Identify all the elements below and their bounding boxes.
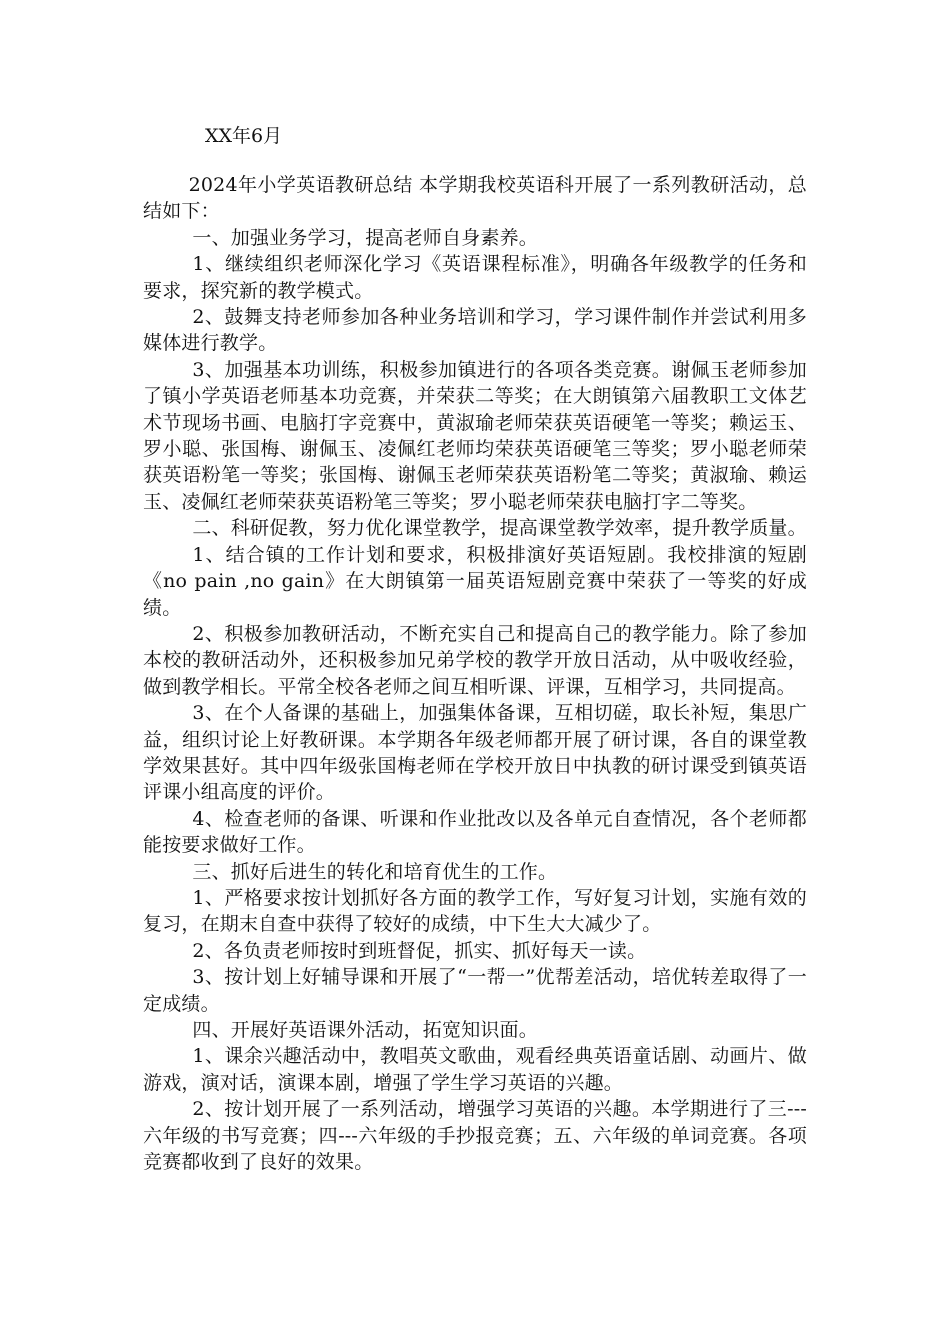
document-date: XX年6月 bbox=[205, 125, 283, 147]
section-2-item-4: 4、检查老师的备课、听课和作业批改以及各单元自查情况，各个老师都能按要求做好工作。 bbox=[143, 807, 807, 857]
section-1-item-1: 1、继续组织老师深化学习《英语课程标准》，明确各年级教学的任务和要求，探究新的教学模式。 bbox=[143, 253, 807, 302]
section-1-item-2: 2、鼓舞支持老师参加各种业务培训和学习，学习课件制作并尝试利用多媒体进行教学。 bbox=[143, 306, 807, 355]
section-heading-1: 一、加强业务学习，提高老师自身素养。 bbox=[192, 226, 538, 249]
section-4-item-1: 1、课余兴趣活动中，教唱英文歌曲，观看经典英语童话剧、动画片、做游戏，演对话，演课本剧，增强了学生学习英语的兴趣。 bbox=[143, 1045, 807, 1094]
section-heading-4: 四、开展好英语课外活动，拓宽知识面。 bbox=[192, 1019, 538, 1041]
document-body bbox=[143, 172, 807, 1175]
section-2-item-2: 2、积极参加教研活动，不断充实自己和提高自己的教学能力。除了参加本校的教研活动外，还积极参加兄弟学校的教学开放日活动，从中吸收经验，做到教学相长。平常全校各老师之间互相听课、评课，互相学习，共同提高。 bbox=[143, 622, 807, 698]
intro-paragraph: 2024年小学英语教研总结 本学期我校英语科开展了一系列教研活动，总结如下： bbox=[143, 174, 807, 223]
section-3-item-2: 2、各负责老师按时到班督促，抓实、抓好每天一读。 bbox=[192, 939, 647, 962]
section-heading-3: 三、抓好后进生的转化和培育优生的工作。 bbox=[192, 860, 558, 883]
section-heading-2: 二、科研促教，努力优化课堂教学，提高课堂教学效率，提升教学质量。 bbox=[192, 517, 807, 540]
section-1-item-3: 3、加强基本功训练，积极参加镇进行的各项各类竞赛。谢佩玉老师参加了镇小学英语老师基本功竞赛，并荣获二等奖；在大朗镇第六届教职工文体艺术节现场书画、电脑打字竞赛中，黄淑瑜老师荣获英语硬笔一等奖；赖运玉、罗小聪、张国梅、谢佩玉、凌佩红老师均荣获英语硬笔三等奖；罗小聪老师荣获英语粉笔一等奖；张国梅、谢佩玉老师荣获英语粉笔二等奖；黄淑瑜、赖运玉、凌佩红老师荣获英语粉笔三等奖；罗小聪老师荣获电脑打字二等奖。 bbox=[143, 358, 807, 513]
section-2-item-3: 3、在个人备课的基础上，加强集体备课，互相切磋，取长补短，集思广益，组织讨论上好教研课。本学期各年级老师都开展了研讨课，各自的课堂教学效果甚好。其中四年级张国梅老师在学校开放日中执教的研讨课受到镇英语评课小组高度的评价。 bbox=[143, 702, 807, 804]
section-4-item-2: 2、按计划开展了一系列活动，增强学习英语的兴趣。本学期进行了三---六年级的书写竞赛；四---六年级的手抄报竞赛；五、六年级的单词竞赛。各项竞赛都收到了良好的效果。 bbox=[143, 1098, 807, 1174]
section-3-item-1: 1、严格要求按计划抓好各方面的教学工作，写好复习计划，实施有效的复习，在期末自查中获得了较好的成绩，中下生大大减少了。 bbox=[143, 886, 807, 936]
section-3-item-3: 3、按计划上好辅导课和开展了“一帮一”优帮差活动，培优转差取得了一定成绩。 bbox=[143, 966, 807, 1015]
section-2-item-1: 1、结合镇的工作计划和要求，积极排演好英语短剧。我校排演的短剧《no pain ,no gain》在大朗镇第一届英语短剧竞赛中荣获了一等奖的好成绩。 bbox=[143, 543, 807, 619]
